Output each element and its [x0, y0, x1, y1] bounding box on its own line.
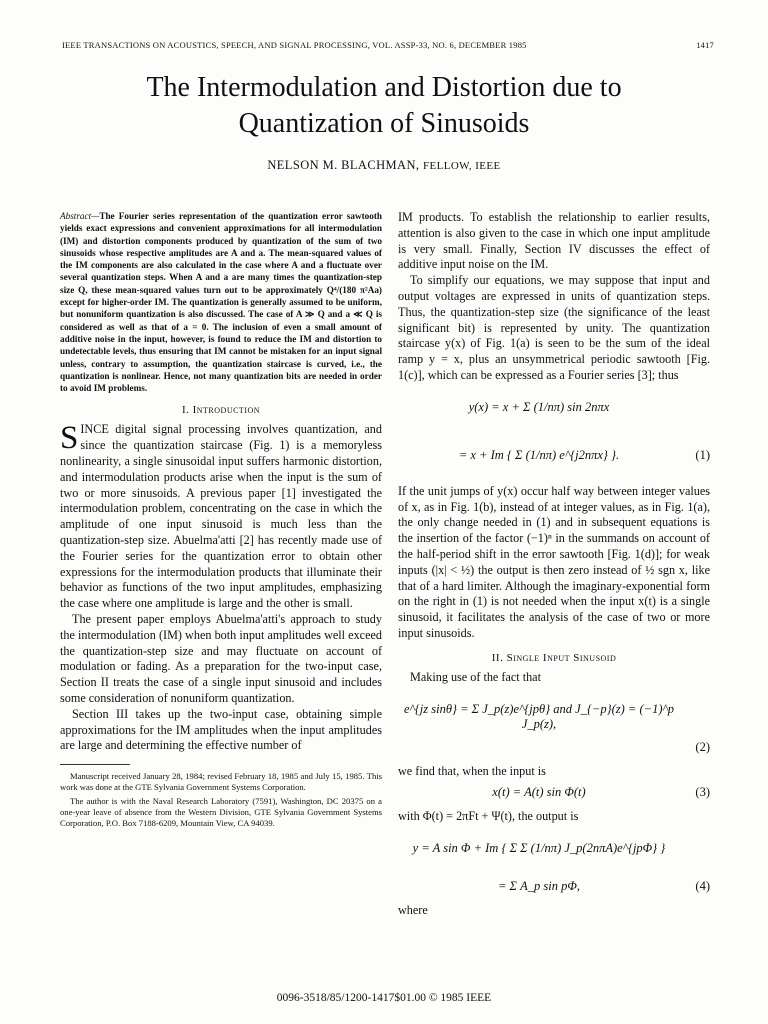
journal-header: IEEE TRANSACTIONS ON ACOUSTICS, SPEECH, AND SIGNAL PROCESSING, VOL. ASSP-33, NO. 6, DECEMBER 1985: [62, 40, 527, 50]
equation-4-number: (4): [695, 879, 710, 894]
right-paragraph-3: If the unit jumps of y(x) occur half way between integer values of x, as in Fig. 1(b), instead of at integer values, as in Fig. 1(a), the only change needed in (1) and in subsequent equations is the insertion of the factor (−1)ⁿ in the summands on account of the half-period shift in the error sawtooth [Fig. 1(d)]; for weak inputs (|x| < ½) the output is then zero instead of ½ sgn x, like that of a hard limiter. Although the imaginary-exponential form on the right in (1) is not needed when the input x(t) is a single sinusoid, it facilitates the analysis of the case of two or more input sinusoids.: [398, 483, 710, 640]
author-line: [0, 158, 768, 173]
footnote-author: The author is with the Naval Research Laboratory (7591), Washington, DC 20375 on a one-year leave of absence from the Western Division, GTE Sylvania Government Systems Corporation, P.O. Box 7188-6209, Mountain View, CA 94039.: [60, 796, 382, 829]
intro-paragraph-3: Section III takes up the two-input case, obtaining simple approximations for the IM amplitudes when the input amplitudes are large and determining the effective number of: [60, 706, 382, 753]
section-1-heading: I. Introduction: [181, 404, 261, 417]
equation-2-number: (2): [695, 739, 710, 754]
right-paragraph-4: Making use of the fact that: [410, 669, 541, 684]
equation-1b: [398, 436, 710, 480]
right-paragraph-1: IM products. To establish the relationship to earlier results, attention is also given to the case in which one input amplitude is very small. Finally, Section IV discusses the effect of additive input noise on the IM.: [398, 210, 710, 272]
title-line-2: Quantization of Sinusoids: [238, 108, 530, 139]
author-name: NELSON M. BLACHMAN,: [267, 158, 420, 172]
intro-paragraph-1: [60, 422, 382, 612]
equation-4b-expr: = Σ A_p sin pΦ,: [498, 879, 580, 894]
left-column: [60, 210, 382, 832]
equation-1a-expr: y(x) = x + Σ (1/nπ) sin 2nπx: [468, 399, 610, 414]
title-line-1: The Intermodulation and Distortion due to: [146, 72, 622, 103]
abstract: [60, 210, 382, 394]
intro-paragraph-2: The present paper employs Abuelma'atti's approach to study the intermodulation (IM) when both input amplitudes well exceed the quantization-step size and may fluctuate on account of modulation or fading. As a preparation for the two-input case, Section II treats the case of a single input sinusoid and includes some consideration of nonuniform quantization.: [60, 612, 382, 705]
equation-4b: [398, 877, 710, 899]
paper-title: [0, 70, 768, 142]
equation-1a: [398, 388, 710, 432]
abstract-text: The Fourier series representation of the quantization error sawtooth yields exact expressions and convenient approximations for all intermodulation (IM) and distortion components produced by quantization of the sum of two sinusoids whose respective amplitudes are A and a. The mean-squared values of the IM components are also calculated in the case where A and a fluctuate over several quantization steps. When A and a are many times the quantization-step size Q, these mean-squared values turn out to be approximately Q⁴/(180 π²Aa) except for higher-order IM. The quantization is generally assumed to be uniform, but nonuniform quantization is also discussed. The case of A ≫ Q and a ≪ Q is considered as well as that of a = 0. The inclusion of even a small amount of additive noise in the input, however, is found to reduce the IM and distortion to undetectable levels, thus ensuring that IM cannot be mistaken for an input signal unless, contrary to assumption, the quantization staircase is curved, i.e., the quantization is nonlinear. Hence, not many quantization bits are needed in order to avoid IM problems.: [60, 211, 382, 394]
equation-1b-expr: = x + Im { Σ (1/nπ) e^{j2nπx} }.: [458, 447, 620, 462]
equation-2: [398, 690, 710, 734]
intro-p1-text: INCE digital signal processing involves quantization, and since the quantization staircase (Fig. 1) is a memoryless nonlinearity, a single sinusoidal input suffers harmonic distortion, and intermodulation products arise when the input is the sum of two or more sinusoids. A previous paper [1] investigated the intermodulation problem, concentrating on the case in which the amplitude of one input sinusoid is much less than the quantization-step size. Abuelma'atti [2] has recently made use of the Fourier series for the quantization error to obtain other expressions for the intermodulation products that illuminate their behavior as functions of the two input amplitudes, emphasizing the case where one amplitude is large and the other is small.: [60, 422, 382, 611]
equation-2-number-row: [398, 738, 710, 760]
equation-3-number: (3): [695, 785, 710, 800]
equation-4a: [398, 829, 710, 873]
running-head: [62, 40, 714, 50]
footnote-manuscript: Manuscript received January 28, 1984; revised February 18, 1985 and July 15, 1985. This work was done at the GTE Sylvania Government Systems Corporation.: [60, 771, 382, 793]
abstract-lead: Abstract—: [60, 211, 100, 221]
equation-1-number: (1): [695, 447, 710, 462]
copyright-footer: 0096-3518/85/1200-1417$01.00 © 1985 IEEE: [276, 992, 492, 1004]
right-paragraph-5: we find that, when the input is: [398, 763, 546, 778]
equation-4a-expr: y = A sin Φ + Im { Σ Σ (1/nπ) J_p(2nπA)e^{jpΦ} }: [412, 841, 666, 856]
right-paragraph-2: To simplify our equations, we may suppose that input and output voltages are expressed in units of quantization steps. Thus, the quantization-step size (the significance of the least significant bit) is represented by unity. The quantization staircase y(x) of Fig. 1(a) is seen to be the sum of the ideal ramp y = x, plus an unsymmetrical periodic sawtooth [Fig. 1(c)], which can be expressed as a Fourier series [3]; thus: [398, 273, 710, 382]
right-paragraph-7: where: [398, 903, 428, 918]
section-2-heading: II. Single Input Sinusoid: [491, 651, 617, 664]
page-number: 1417: [696, 40, 714, 50]
footnote-rule: [60, 764, 130, 765]
right-column: [398, 210, 710, 919]
equation-3: [398, 783, 710, 805]
right-paragraph-6: with Φ(t) = 2πFt + Ψ(t), the output is: [398, 809, 579, 824]
equation-2-expr: e^{jz sinθ} = Σ J_p(z)e^{jpθ} and J_{−p}(z) = (−1)^p J_p(z),: [403, 701, 675, 731]
drop-cap: S: [60, 420, 79, 457]
author-grade: FELLOW, IEEE: [422, 160, 501, 172]
equation-3-expr: x(t) = A(t) sin Φ(t): [492, 785, 586, 800]
